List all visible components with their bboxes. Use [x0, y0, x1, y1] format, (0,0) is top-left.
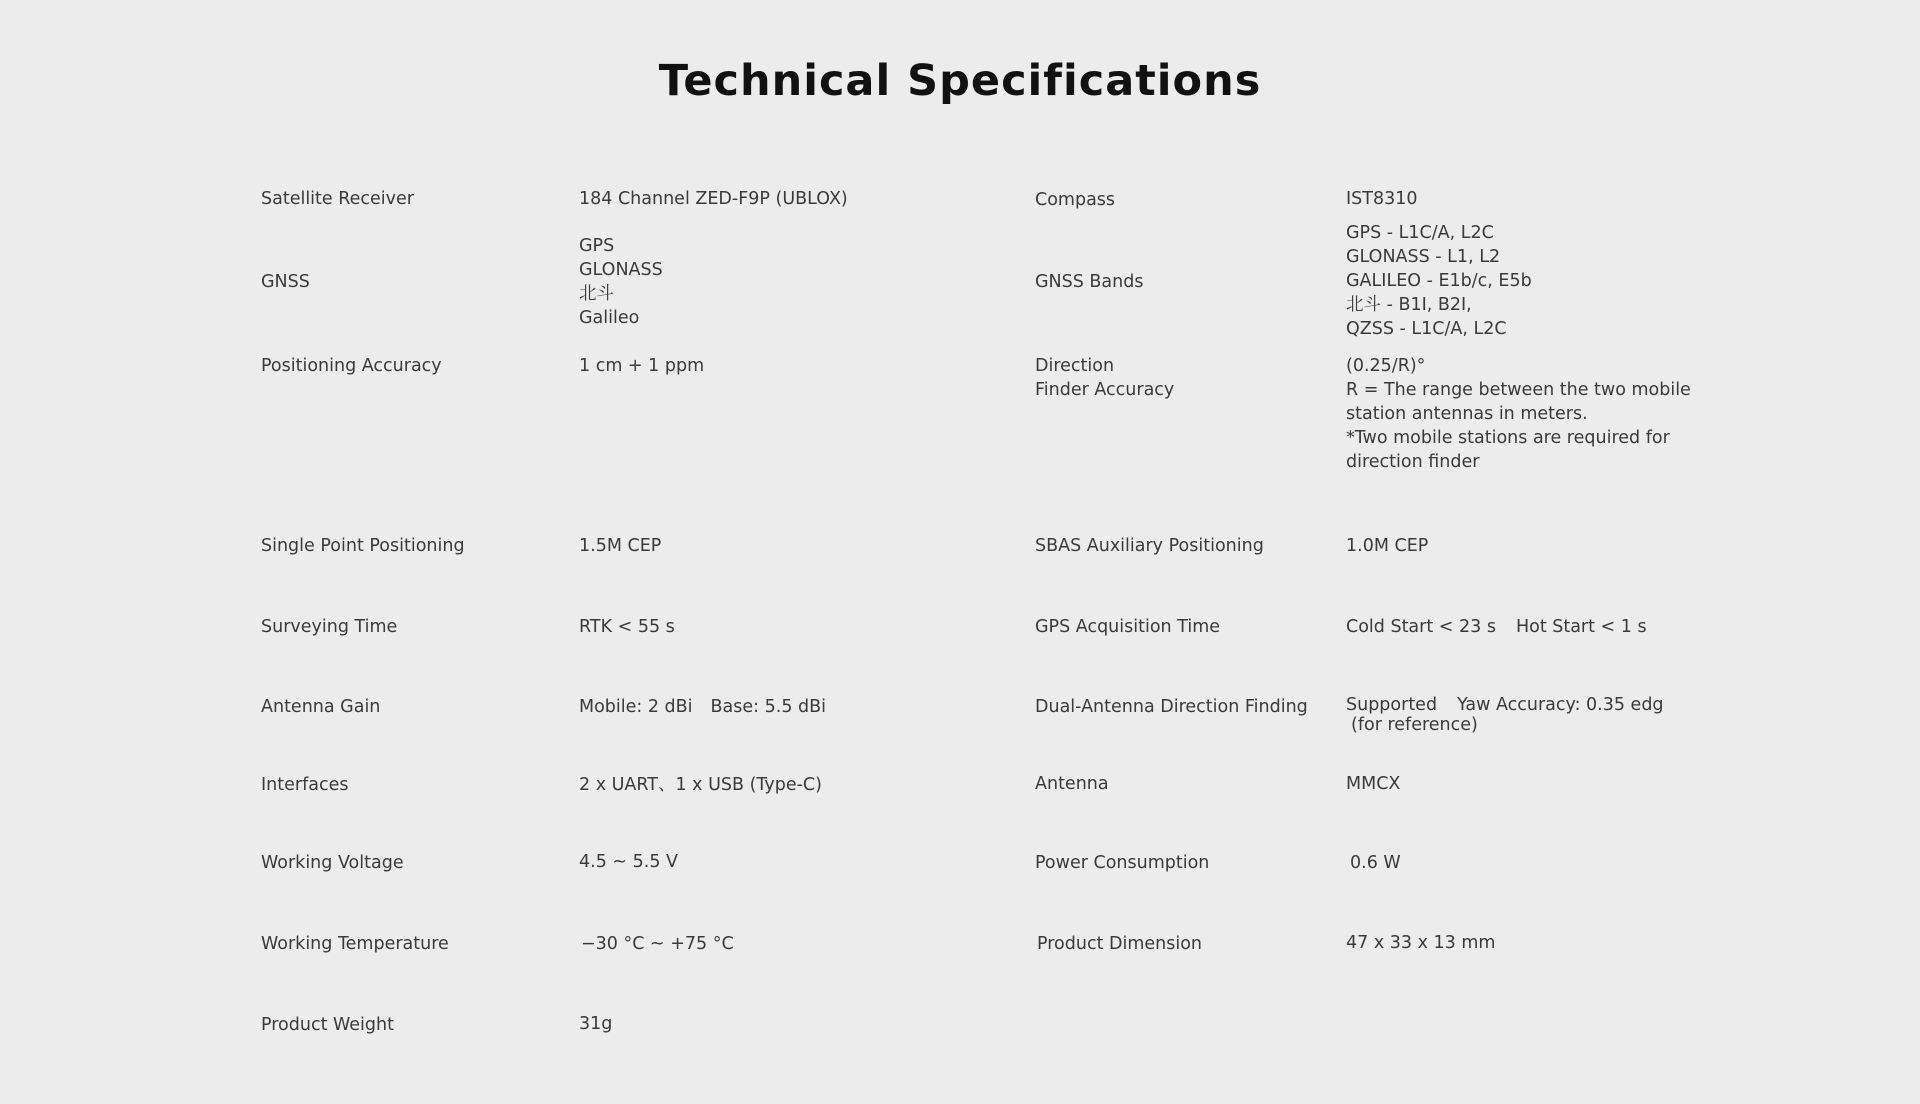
spec-label-sbas-auxiliary-positioning: SBAS Auxiliary Positioning	[1035, 536, 1264, 556]
value-line: direction finder	[1346, 452, 1480, 472]
reference-note: (for reference)	[1351, 715, 1478, 735]
dual-antenna-line-1	[1346, 695, 1806, 715]
base-gain-value: Base: 5.5 dBi	[710, 697, 826, 717]
spec-value-gps-acquisition-time	[1346, 615, 1806, 639]
gnss-band-item: GALILEO - E1b/c, E5b	[1346, 271, 1532, 291]
spec-label-working-temperature: Working Temperature	[261, 934, 449, 954]
spec-label-gnss: GNSS	[261, 272, 310, 292]
spec-label-compass: Compass	[1035, 190, 1116, 210]
spec-label-interfaces: Interfaces	[261, 775, 349, 795]
gnss-band-item: QZSS - L1C/A, L2C	[1346, 319, 1507, 339]
label-line: Direction	[1035, 356, 1115, 376]
spec-value-positioning-accuracy: 1 cm + 1 ppm	[579, 356, 705, 376]
cold-start-value: Cold Start < 23 s	[1346, 617, 1496, 637]
gnss-item: Galileo	[579, 308, 640, 328]
spec-value-satellite-receiver: 184 Channel ZED-F9P (UBLOX)	[579, 189, 848, 209]
value-line: station antennas in meters.	[1346, 404, 1588, 424]
hot-start-value: Hot Start < 1 s	[1515, 617, 1647, 637]
label-line: Finder Accuracy	[1035, 380, 1175, 400]
spec-label-satellite-receiver: Satellite Receiver	[261, 189, 414, 209]
gnss-item: GLONASS	[579, 260, 663, 280]
value-line: *Two mobile stations are required for	[1346, 428, 1670, 448]
mobile-gain-value: Mobile: 2 dBi	[579, 697, 693, 717]
spec-value-dual-antenna-direction-finding	[1346, 695, 1806, 735]
spec-value-compass: IST8310	[1346, 189, 1418, 209]
spec-value-power-consumption: 0.6 W	[1350, 853, 1401, 873]
value-line: R = The range between the two mobile	[1346, 380, 1691, 400]
gnss-band-item: GLONASS - L1, L2	[1346, 247, 1501, 267]
supported-value: Supported	[1346, 695, 1438, 715]
spec-label-product-weight: Product Weight	[261, 1015, 394, 1035]
gnss-band-item: 北斗 - B1I, B2I,	[1346, 295, 1472, 315]
spec-label-surveying-time: Surveying Time	[261, 617, 398, 637]
spec-value-surveying-time: RTK < 55 s	[579, 617, 675, 637]
value-line: (0.25/R)°	[1346, 356, 1426, 376]
spec-value-product-dimension: 47 x 33 x 13 mm	[1346, 933, 1496, 953]
spec-value-antenna-gain	[579, 695, 999, 719]
spec-value-direction-finder-accuracy	[1346, 354, 1806, 474]
spec-value-gnss-bands	[1346, 221, 1806, 341]
spec-label-product-dimension: Product Dimension	[1037, 934, 1203, 954]
spec-value-interfaces: 2 x UART、1 x USB (Type-C)	[579, 775, 822, 795]
page-title: Technical Specifications	[658, 56, 1262, 106]
spec-value-antenna: MMCX	[1346, 774, 1401, 794]
yaw-accuracy-value: Yaw Accuracy: 0.35 edg	[1457, 695, 1664, 715]
spec-value-product-weight: 31g	[579, 1014, 613, 1034]
gnss-band-item: GPS - L1C/A, L2C	[1346, 223, 1494, 243]
spec-value-gnss	[579, 234, 999, 330]
spec-label-direction-finder-accuracy	[1035, 354, 1335, 402]
spec-value-working-voltage: 4.5 ~ 5.5 V	[579, 852, 678, 872]
spec-value-sbas-auxiliary-positioning: 1.0M CEP	[1346, 536, 1429, 556]
spec-label-positioning-accuracy: Positioning Accuracy	[261, 356, 442, 376]
spec-label-dual-antenna-direction-finding: Dual-Antenna Direction Finding	[1035, 697, 1308, 717]
spec-label-power-consumption: Power Consumption	[1035, 853, 1210, 873]
spec-value-single-point-positioning: 1.5M CEP	[579, 536, 662, 556]
spec-label-single-point-positioning: Single Point Positioning	[261, 536, 465, 556]
gnss-item: 北斗	[579, 284, 614, 304]
spec-label-gps-acquisition-time: GPS Acquisition Time	[1035, 617, 1221, 637]
spec-label-antenna: Antenna	[1035, 774, 1109, 794]
spec-label-gnss-bands: GNSS Bands	[1035, 272, 1144, 292]
spec-value-working-temperature: −30 °C ~ +75 °C	[581, 934, 734, 954]
spec-label-antenna-gain: Antenna Gain	[261, 697, 381, 717]
spec-label-working-voltage: Working Voltage	[261, 853, 404, 873]
gnss-item: GPS	[579, 236, 615, 256]
